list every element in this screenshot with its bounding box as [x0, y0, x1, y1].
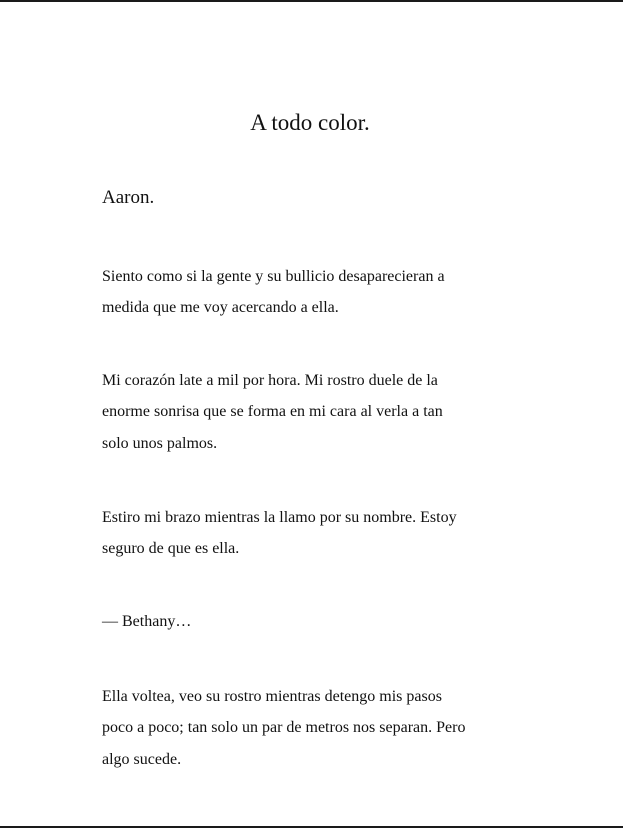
text-line: — Bethany…: [102, 613, 192, 630]
text-line: poco a poco; tan solo un par de metros nos separan. Pero: [102, 719, 466, 737]
text-line: algo sucede.: [102, 750, 182, 768]
dialogue-paragraph: [102, 606, 191, 637]
paragraph: [102, 681, 465, 775]
paragraph: [102, 365, 443, 459]
text-line: Estiro mi brazo mientras la llamo por su nombre. Estoy: [102, 509, 457, 526]
page-top-border: [0, 0, 623, 2]
text-line: seguro de que es ella.: [102, 540, 240, 558]
text-line: enorme sonrisa que se forma en mi cara al verla a tan: [102, 403, 443, 421]
paragraph: [102, 261, 445, 324]
text-line: Mi corazón late a mil por hora. Mi rostro duele de la: [102, 372, 438, 389]
page-bottom-border: [0, 826, 623, 828]
chapter-heading: Aaron.: [102, 187, 155, 208]
text-line: medida que me voy acercando a ella.: [102, 299, 339, 317]
text-line: Siento como si la gente y su bullicio desaparecieran a: [102, 268, 445, 285]
document-title: A todo color.: [250, 110, 370, 135]
text-line: solo unos palmos.: [102, 434, 218, 452]
paragraph: [102, 502, 457, 565]
text-line: Ella voltea, veo su rostro mientras detengo mis pasos: [102, 688, 442, 705]
